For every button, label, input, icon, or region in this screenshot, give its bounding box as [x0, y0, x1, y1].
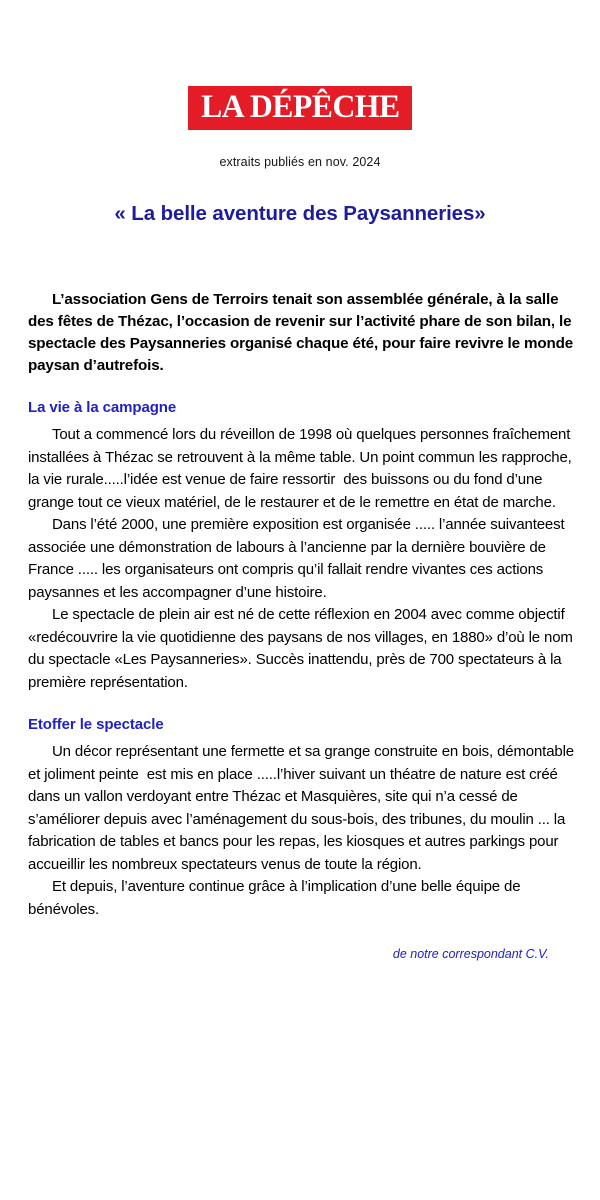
paragraph: Tout a commencé lors du réveillon de 1998 où quelques personnes fraîchement installées à Thézac se retrouvent à la même table. Un point commun les rapproche, la vie rurale.....l’idée est venue de faire ressortir des buissons ou du fond d’une grange tout ce vieux matériel, de le restaurer et de le remettre en état de marche. — [28, 426, 576, 511]
paragraph: Le spectacle de plein air est né de cette réflexion en 2004 avec comme objectif «redécouvrire la vie quotidienne des paysans de nos villages, en 1880» d’où le nom du spectacle «Les Paysanneries». Succès inattendu, près de 700 spectateurs à la première représentation. — [28, 606, 577, 691]
article-body — [28, 289, 582, 961]
correspondent-signature: de notre correspondant C.V. — [392, 947, 549, 962]
article-lede: L’association Gens de Terroirs tenait son assemblée générale, à la salle des fêtes de Thézac, l’occasion de revenir sur l’activité phare de son bilan, le spectacle des Paysanneries organisé chaque été, pour faire revivre le monde paysan d’autrefois. — [28, 291, 574, 375]
masthead — [0, 0, 600, 169]
publication-kicker: extraits publiés en nov. 2024 — [219, 155, 381, 169]
paragraph: Et depuis, l’aventure continue grâce à l’implication d’une belle équipe de bénévoles. — [28, 878, 525, 918]
paragraph: Un décor représentant une fermette et sa grange construite en bois, démontable et joliment peinte est mis en place .....l’hiver suivant un théatre de nature est créé dans un vallon verdoyant entre Thézac et Masquières, site qui n’a cessé de s’améliorer depuis avec l’aménagement du sous-bois, des tribunes, du moulin ... la fabrication de tables et bancs pour les repas, les kiosques et autres parkings pour accueillir les nombreux spectateurs venus de toute la région. — [28, 743, 578, 873]
article-headline: « La belle aventure des Paysanneries» — [114, 202, 486, 225]
section-subhead-2: Etoffer le spectacle — [28, 716, 164, 734]
la-depeche-logo-text: LA DÉPÊCHE — [200, 89, 400, 125]
section-subhead-1: La vie à la campagne — [28, 399, 177, 417]
paragraph: Dans l’été 2000, une première exposition est organisée ..... l’année suivanteest associée une démonstration de labours à l’ancienne par la dernière bouvière de France ..... les organisateurs ont compris qu’il fallait rendre vivantes ces actions paysannes et les accompagner d’une histoire. — [28, 516, 569, 601]
la-depeche-logo — [188, 86, 413, 130]
